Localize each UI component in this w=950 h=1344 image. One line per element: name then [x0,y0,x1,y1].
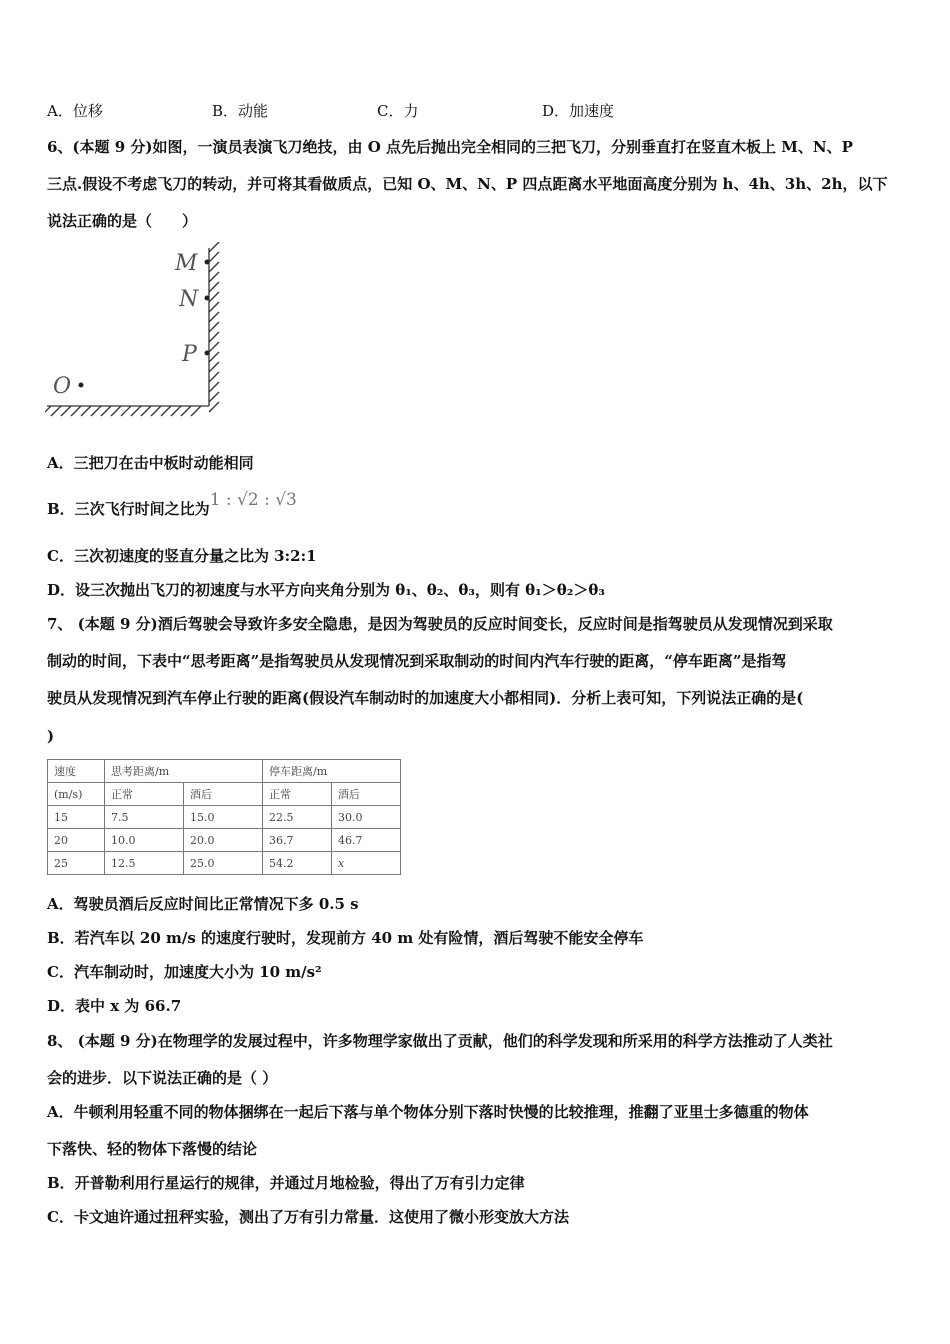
table-cell: 12.5 [105,852,184,875]
table-row [48,852,401,875]
q7-option-d: D．表中 x 为 66.7 [47,997,182,1015]
table-cell: 20.0 [184,829,263,852]
table-cell: 25.0 [184,852,263,875]
point-m [205,260,210,265]
header-stop-distance: 停车距离/m [263,760,401,783]
table-row [48,806,401,829]
table-cell: 7.5 [105,806,184,829]
header-speed: 速度 [48,760,105,783]
q8-option-a-line1: A．牛顿利用轻重不同的物体捆绑在一起后下落与单个物体分别下落时快慢的比较推理，推翻了亚里士多德重的物体 [47,1103,809,1121]
q7-stem-line1: 7、 (本题 9 分)酒后驾驶会导致许多安全隐患，是因为驾驶员的反应时间变长，反应时间是指驾驶员从发现情况到采取 [47,615,833,633]
table-subheader-row [48,783,401,806]
point-o [79,383,84,388]
point-p [205,351,210,356]
q6-stem-line2: 三点.假设不考虑飞刀的转动，并可将其看做质点，已知 O、M、N、P 四点距离水平地面高度分别为 h、4h、3h、2h，以下 [47,175,888,193]
q7-stem-line2: 制动的时间，下表中“思考距离”是指驾驶员从发现情况到采取制动的时间内汽车行驶的距离，“停车距离”是指驾 [47,652,787,670]
q6-option-d: D．设三次抛出飞刀的初速度与水平方向夹角分别为 θ₁、θ₂、θ₃，则有 θ₁＞θ₂＞θ₃ [47,581,605,599]
q6-option-c: C．三次初速度的竖直分量之比为 3:2:1 [47,547,317,565]
header-speed-unit: (m/s) [48,783,105,806]
table-cell: 30.0 [332,806,401,829]
q7-option-a: A．驾驶员酒后反应时间比正常情况下多 0.5 s [47,895,359,913]
label-n: N [179,287,199,312]
q8-stem-line2: 会的进步．以下说法正确的是（ ） [47,1069,278,1087]
point-n [205,296,210,301]
header-think-distance: 思考距离/m [105,760,263,783]
subheader-think-drunk: 酒后 [184,783,263,806]
q8-option-c: C．卡文迪许通过扭秤实验，测出了万有引力常量．这使用了微小形变放大方法 [47,1208,569,1226]
q6-option-a: A．三把刀在击中板时动能相同 [47,454,254,472]
q5-option-c: C．力 [377,102,419,120]
table-cell: 54.2 [263,852,332,875]
subheader-stop-normal: 正常 [263,783,332,806]
table-cell: 10.0 [105,829,184,852]
q7-option-b: B．若汽车以 20 m/s 的速度行驶时，发现前方 40 m 处有险情，酒后驾驶不能安全停车 [47,929,644,947]
table-cell: 46.7 [332,829,401,852]
table-row [48,829,401,852]
table-header-row [48,760,401,783]
q8-stem-line1: 8、 (本题 9 分)在物理学的发展过程中，许多物理学家做出了贡献，他们的科学发现和所采用的科学方法推动了人类社 [47,1032,833,1050]
time-ratio-formula: 1 : √2 : √3 [209,490,297,510]
table-cell: 22.5 [263,806,332,829]
q5-option-d: D．加速度 [542,102,615,120]
subheader-think-normal: 正常 [105,783,184,806]
table-cell: 25 [48,852,105,875]
q5-options [47,100,614,122]
q5-option-b: B．动能 [212,102,269,120]
table-cell: 20 [48,829,105,852]
q7-stem-line3: 驶员从发现情况到汽车停止行驶的距离(假设汽车制动时的加速度大小都相同)．分析上表可知，下列说法正确的是( [47,689,804,707]
label-p: P [182,342,197,367]
q7-stem-line4: ) [47,727,55,745]
table-cell: 15.0 [184,806,263,829]
q8-option-a-line2: 下落快、轻的物体下落慢的结论 [47,1140,258,1158]
label-m: M [175,251,198,276]
table-cell: 15 [48,806,105,829]
subheader-stop-drunk: 酒后 [332,783,401,806]
q6-stem-line1: 6、(本题 9 分)如图，一演员表演飞刀绝技，由 O 点先后抛出完全相同的三把飞刀，分别垂直打在竖直木板上 M、N、P [47,138,853,156]
q6-stem-line3: 说法正确的是（ ） [47,212,198,230]
table-cell: x [332,852,401,875]
q6-figure [45,242,245,422]
q6-option-b [47,490,297,520]
label-o: O [53,374,72,399]
q8-option-b: B．开普勒利用行星运行的规律，并通过月地检验，得出了万有引力定律 [47,1174,525,1192]
table-cell: 36.7 [263,829,332,852]
q5-option-a: A．位移 [47,102,103,120]
q6-option-b-prefix: B．三次飞行时间之比为 [47,500,210,518]
braking-distance-table [47,759,401,875]
q7-option-c: C．汽车制动时，加速度大小为 10 m/s² [47,963,322,981]
